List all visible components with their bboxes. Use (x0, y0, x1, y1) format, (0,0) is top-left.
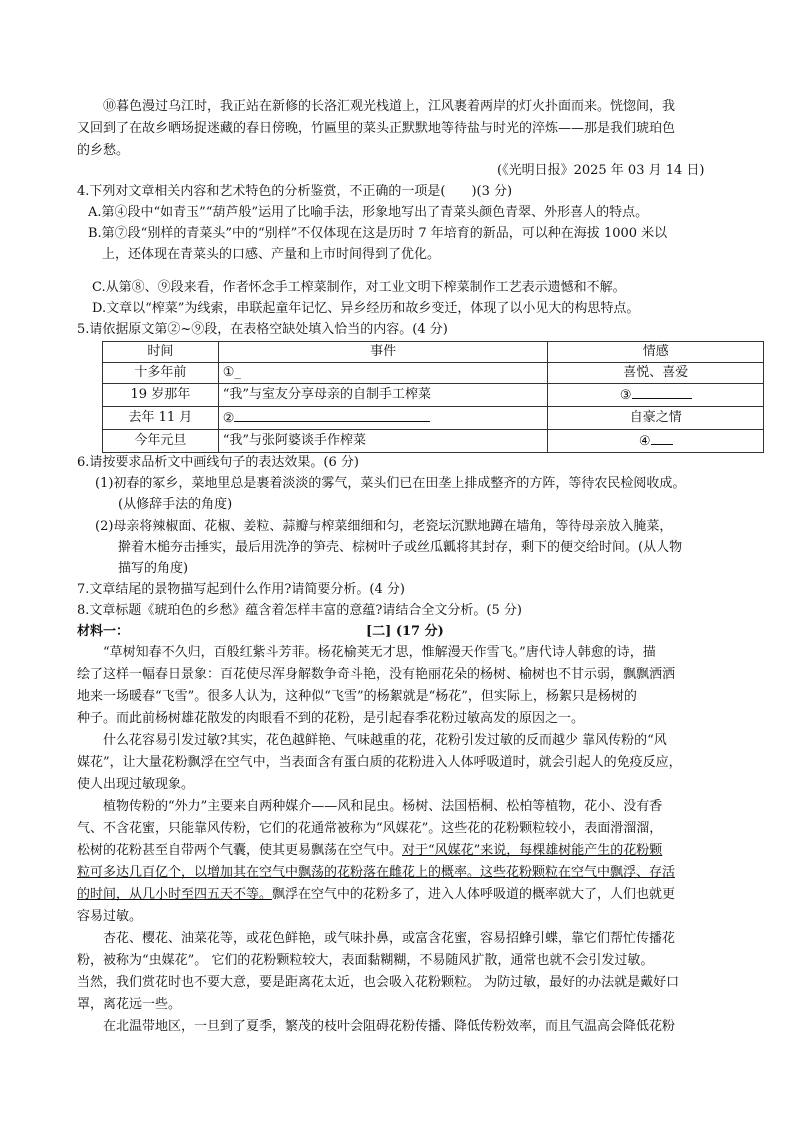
material-paragraph-line: 种子。而此前杨树雄花散发的肉眼看不到的花粉，是引起春季花粉过敏高发的原因之一。 (77, 711, 585, 726)
question-6-sentence-2-cont: 擀着木槌夯击捶实，最后用洗净的笋壳、棕树叶子或丝瓜瓤将其封存，剩下的便交给时间。(从人物 (118, 540, 683, 555)
material-paragraph-line: 地来一场暖春“飞雪”。很多人认为，这种似“飞雪”的杨絮就是“杨花”，但实际上，杨絮只是杨树的 (77, 689, 637, 704)
section-heading: [二] (17 分) (366, 624, 444, 639)
table-row (103, 363, 764, 384)
question-6-stem: 6.请按要求品析文中画线句子的表达效果。(6 分) (77, 455, 359, 470)
material-paragraph-line: 媒花”，让大量花粉飘浮在空气中，当表面含有蛋白质的花粉进入人体呼吸道时，就会引起人的免疫反应， (77, 755, 682, 770)
question-4-option-d: D.文章以“榨菜”为线索，串联起童年记忆、异乡经历和故乡变迁，体现了以小见大的构思特点。 (92, 301, 640, 316)
cell-time: 十多年前 (103, 363, 219, 384)
passage-paragraph-10-line: 又回到了在故乡晒场捉迷藏的春日傍晚，竹匾里的菜头正默默地等待盐与时光的淬炼——那是我们琥珀色 (77, 121, 676, 136)
table-header-time: 时间 (103, 342, 219, 363)
question-6-sentence-2-hint: 描写的角度) (118, 561, 189, 576)
material-paragraph-line: 罩，离花远一些。 (77, 997, 182, 1012)
table-header-event: 事件 (218, 342, 548, 363)
underlined-sentence: 粒可多达几百亿个，以增加其在空气中飘荡的花粉落在雌花上的概率。这些花粉颗粒在空气中飘浮、存活 (77, 865, 676, 880)
cell-emotion (548, 384, 764, 407)
cell-time: 今年元旦 (103, 430, 219, 453)
question-6-sentence-1-hint: (从修辞手法的角度) (118, 497, 233, 512)
material-paragraph-line (77, 840, 662, 862)
cell-emotion: 喜悦、喜爱 (548, 363, 764, 384)
question-6-sentence-1: (1)初春的冢乡，菜地里总是裹着淡淡的雾气，菜头们已在田垄上排成整齐的方阵，等待农民检阅收成。 (95, 476, 686, 491)
cell-emotion: 自豪之情 (548, 407, 764, 430)
material-paragraph-line: 当然，我们赏花时也不要大意，要是距离花太近，也会吸入花粉颗粒。 为防过敏，最好的办法就是戴好口 (77, 975, 680, 990)
question-8: 8.文章标题《琥珀色的乡愁》蕴含着怎样丰富的意蕴?请结合全文分析。(5 分) (77, 603, 522, 618)
blank-4-label: ④ (638, 434, 651, 449)
material-paragraph-line: 植物传粉的“外力”主要来自两种媒介——风和昆虫。杨树、法国梧桐、松柏等植物，花小、没有香 (103, 799, 663, 814)
blank-2-line (234, 407, 430, 422)
material-label: 材料一： (77, 624, 130, 639)
table-row (103, 430, 764, 453)
question-7: 7.文章结尾的景物描写起到什么作用?请简要分析。(4 分) (77, 582, 405, 597)
question-4-stem: 4.下列对文章相关内容和艺术特色的分析鉴赏，不正确的一项是( )(3 分) (77, 184, 513, 199)
material-paragraph-line: 杏花、樱花、油菜花等，或花色鲜艳，或气味扑鼻，或富含花蜜，容易招蜂引蝶，靠它们帮忙传播花 (103, 931, 676, 946)
text-segment: 飘浮在空气中的花粉多了，进入人体呼吸道的概率就大了，人们也就更 (272, 887, 676, 902)
question-4-option-b: B.第⑦段“别样的青菜头”中的“别样”不仅体现在这是历时 7 年培育的新品，可以种在海拔 1000 米以 (88, 226, 668, 241)
material-paragraph-line: 在北温带地区，一旦到了夏季，繁茂的枝叶会阻碍花粉传播、降低传粉效率，而且气温高会降低花粉 (103, 1019, 676, 1034)
cell-event: “我”与室友分享母亲的自制手工榨菜 (218, 384, 548, 407)
material-paragraph-line: “草树知春不久归，百般红紫斗芳菲。杨花榆荚无才思，惟解漫天作雪飞。”唐代诗人韩愈的诗，描 (103, 645, 656, 660)
blank-4-line (651, 430, 673, 445)
underlined-sentence: 的时间，从几小时至四五天不等。 (77, 887, 273, 902)
passage-paragraph-10-line: 的乡愁。 (77, 143, 130, 158)
text-segment: 松树的花粉甚至自带两个气囊，使其更易飘荡在空气中。 (77, 843, 403, 858)
material-paragraph-line: 使人出现过敏现象。 (77, 777, 195, 792)
question-5-stem: 5.请依据原文第②~⑨段，在表格空缺处填入恰当的内容。(4 分) (77, 322, 448, 337)
question-6-sentence-2: (2)母亲将辣椒面、花椒、姜粒、蒜瓣与榨菜细细和匀，老瓷坛沉默地蹲在墙角，等待母亲放入腌菜， (95, 519, 673, 534)
cell-time: 去年 11 月 (103, 407, 219, 430)
question-4-option-c: C.从第⑧、⑨段来看，作者怀念手工榨菜制作，对工业文明下榨菜制作工艺表示遗憾和不解。 (92, 280, 626, 295)
cell-event: “我”与张阿婆谈手作榨菜 (218, 430, 548, 453)
passage-paragraph-10-line: ⑩暮色漫过乌江时，我正站在新修的长洛汇观光栈道上，江风裹着两岸的灯火扑面而来。恍惚间，我 (103, 99, 676, 114)
events-table (102, 341, 764, 453)
table-header-row (103, 342, 764, 363)
cell-emotion (548, 430, 764, 453)
material-paragraph-line: 什么花容易引发过敏?其实，花色越鲜艳、气味越重的花，花粉引发过敏的反而越少 靠风传粉的“风 (103, 733, 667, 748)
material-paragraph-line: 气、不含花蜜，只能靠风传粉，它们的花通常被称为“风媒花”。这些花的花粉颗粒较小，表面滑溜溜， (77, 821, 663, 836)
question-4-option-a: A.第④段中“如青玉”“葫芦般”运用了比喻手法，形象地写出了青菜头颜色青翠、外形喜人的特点。 (88, 205, 649, 220)
blank-2-label: ② (222, 411, 235, 426)
cell-event (218, 363, 548, 384)
material-paragraph-line: 粉，被称为“虫媒花”。 它们的花粉颗粒较大，表面黏糊糊，不易随风扩散，通常也就不会引发过敏。 (77, 953, 654, 968)
cell-time: 19 岁那年 (103, 384, 219, 407)
table-header-emotion: 情感 (548, 342, 764, 363)
table-row (103, 407, 764, 430)
cell-event (218, 407, 548, 430)
material-paragraph-line: 绘了这样一幅春日景象：百花使尽浑身解数争奇斗艳，没有艳丽花朵的杨树、榆树也不甘示弱，飘飘洒洒 (77, 667, 676, 682)
blank-1-label: ①_ (222, 365, 241, 380)
question-4-option-b-cont: 上，还体现在青菜头的口感、产量和上市时间得到了优化。 (102, 247, 441, 262)
passage-source: (《光明日报》2025 年 03 月 14 日) (497, 163, 705, 178)
blank-3-line (632, 384, 692, 399)
material-paragraph-line: 容易过敏。 (77, 909, 143, 924)
underlined-sentence: 对于“风媒花”来说，每棵雄树能产生的花粉颗 (402, 843, 663, 858)
blank-3-label: ③ (619, 388, 632, 403)
material-paragraph-line (77, 884, 675, 906)
table-row (103, 384, 764, 407)
